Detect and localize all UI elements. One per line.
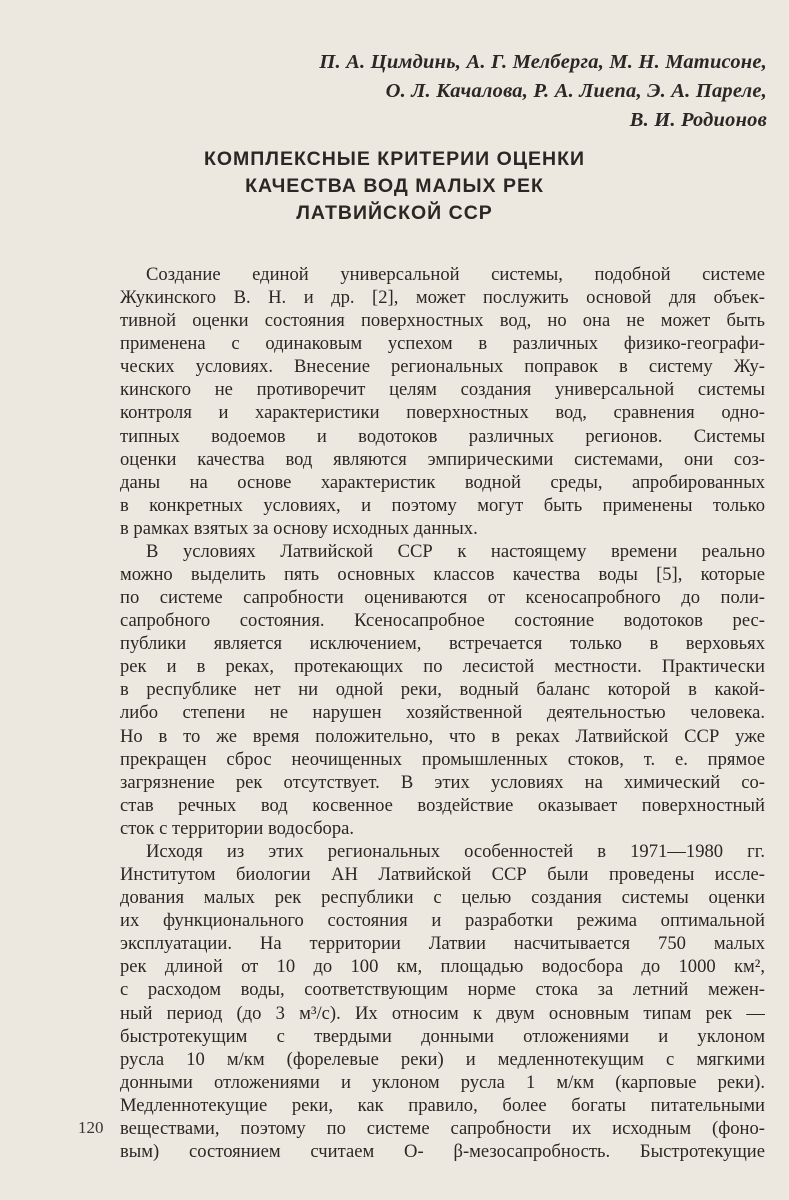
text-line: оценки качества вод являются эмпирическими системами, они соз- <box>120 448 765 470</box>
page-number: 120 <box>78 1118 104 1137</box>
text-line: в конкретных условиях, и поэтому могут быть применены только <box>120 494 765 516</box>
text-line: эксплуатации. На территории Латвии насчитывается 750 малых <box>120 933 765 955</box>
text-line: Жукинского В. Н. и др. [2], может послужить основой для объек- <box>120 287 765 309</box>
text-line: можно выделить пять основных классов качества воды [5], которые <box>120 564 765 586</box>
title-line: КОМПЛЕКСНЫЕ КРИТЕРИИ ОЦЕНКИ <box>203 148 586 170</box>
text-line: сапробного состояния. Ксеносапробное состояние водотоков рес- <box>120 610 765 632</box>
text-line: применена с одинаковым успехом в различных физико-географи- <box>120 333 765 355</box>
text-line: публики является исключением, встречается только в верховьях <box>120 633 765 655</box>
text-line: веществами, поэтому по системе сапробности их исходным (фоно- <box>120 1117 765 1139</box>
text-line: Но в то же время положительно, что в реках Латвийской ССР уже <box>120 725 765 747</box>
text-line: быстротекущим с твердыми донными отложениями и уклоном <box>120 1025 765 1047</box>
title-line: ЛАТВИЙСКОЙ ССР <box>296 202 493 224</box>
text-line: донными отложениями и уклоном русла 1 м/км (карповые реки). <box>120 1071 765 1093</box>
text-line: Институтом биологии АН Латвийской ССР были проведены иссле- <box>120 864 765 886</box>
text-line: сток с территории водосбора. <box>120 817 355 839</box>
title-line: КАЧЕСТВА ВОД МАЛЫХ РЕК <box>245 175 544 197</box>
text-line: контроля и характеристики поверхностных вод, сравнения одно- <box>120 402 765 424</box>
text-line: их функционального состояния и разработки режима оптимальной <box>120 910 765 932</box>
text-line: русла 10 м/км (форелевые реки) и медленнотекущим с мягкими <box>120 1048 765 1070</box>
article-body <box>120 263 765 1163</box>
text-line: Исходя из этих региональных особенностей в 1971—1980 гг. <box>146 840 765 862</box>
text-line: рек длиной от 10 до 100 км, площадью водосбора до 1000 км², <box>120 956 765 978</box>
text-line: рек и в реках, протекающих по лесистой местности. Практически <box>120 656 765 678</box>
text-line: либо степени не нарушен хозяйственной деятельностью человека. <box>120 702 765 724</box>
text-line: в рамках взятых за основу исходных данных. <box>120 517 478 539</box>
text-line: ческих условиях. Внесение региональных поправок в систему Жу- <box>120 356 765 378</box>
authors-line: П. А. Цимдинь, А. Г. Мелберга, М. Н. Матисоне, <box>319 51 767 73</box>
article-title <box>0 146 789 227</box>
text-line: типных водоемов и водотоков различных регионов. Системы <box>120 425 765 447</box>
text-line: дования малых рек республики с целью создания системы оценки <box>120 887 765 909</box>
text-line: став речных вод косвенное воздействие оказывает поверхностный <box>120 794 765 816</box>
authors-block <box>319 48 767 135</box>
text-line: тивной оценки состояния поверхностных вод, но она не может быть <box>120 310 765 332</box>
text-line: Медленнотекущие реки, как правило, более богаты питательными <box>120 1094 765 1116</box>
authors-line: В. И. Родионов <box>629 109 767 131</box>
text-line: кинского не противоречит целям создания универсальной системы <box>120 379 765 401</box>
text-line: ный период (до 3 м³/с). Их относим к двум основным типам рек — <box>120 1002 765 1024</box>
text-line: прекращен сброс неочищенных промышленных стоков, т. е. прямое <box>120 748 765 770</box>
text-line: даны на основе характеристик водной среды, апробированных <box>120 471 765 493</box>
text-line: по системе сапробности оцениваются от ксеносапробного до поли- <box>120 587 765 609</box>
authors-line: О. Л. Качалова, Р. А. Лиепа, Э. А. Пареле, <box>385 80 767 102</box>
text-line: с расходом воды, соответствующим норме стока за летний межен- <box>120 979 765 1001</box>
text-line: Создание единой универсальной системы, подобной системе <box>146 264 765 285</box>
text-line: В условиях Латвийской ССР к настоящему времени реально <box>146 540 765 562</box>
text-line: в республике нет ни одной реки, водный баланс которой в какой- <box>120 679 765 701</box>
text-line: вым) состоянием считаем О- β-мезосапробность. Быстротекущие <box>120 1140 765 1162</box>
text-line: загрязнение рек отсутствует. В этих условиях на химический со- <box>120 771 765 793</box>
